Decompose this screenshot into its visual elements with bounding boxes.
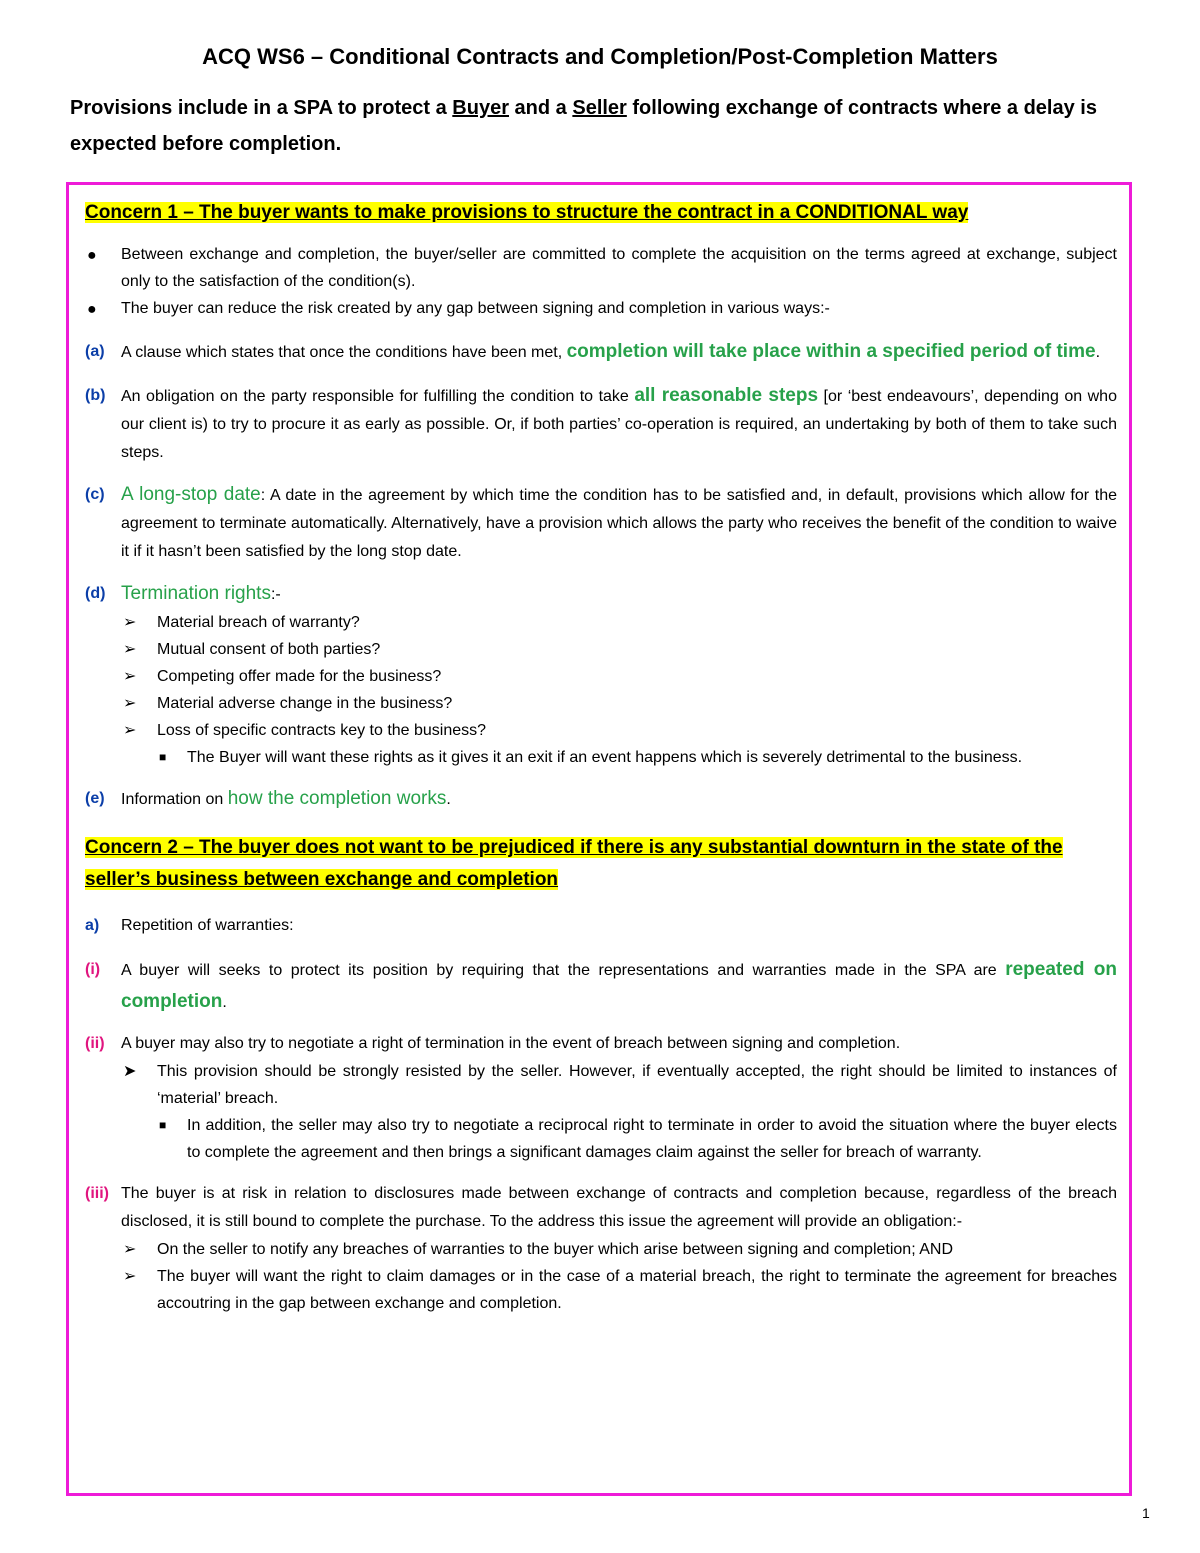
clause-text: :- xyxy=(270,586,281,603)
content-box xyxy=(66,182,1132,1496)
clause-label: (d) xyxy=(85,585,106,602)
clause-highlight: all reasonable steps xyxy=(634,385,819,406)
bullet-text: The buyer can reduce the risk created by any gap between signing and completion in various ways:- xyxy=(121,300,830,317)
bullet-icon: ● xyxy=(87,301,97,318)
intro-paragraph xyxy=(70,90,1120,162)
clause-d xyxy=(85,580,1117,609)
intro-seller: Seller xyxy=(572,97,627,119)
clause-label: (a) xyxy=(85,343,105,360)
clause-2ii xyxy=(85,1030,1117,1058)
termination-note xyxy=(85,744,1117,771)
clause-text: An obligation on the party responsible for fulfilling the condition to take xyxy=(121,388,635,405)
clause-2ii-arrow-item xyxy=(85,1058,1117,1112)
item-text: Loss of specific contracts key to the business? xyxy=(157,722,487,739)
intro-text-2: and a xyxy=(509,97,573,119)
clause-text: . xyxy=(446,791,451,808)
clause-2ii-note xyxy=(85,1112,1117,1166)
concern-1-heading xyxy=(85,197,1117,229)
clause-text: Repetition of warranties: xyxy=(121,917,294,934)
concern-2-heading xyxy=(85,832,1117,896)
clause-text: The buyer is at risk in relation to disclosures made between exchange of contracts and completion because, regardless of the breach disclosed, it is still bound to complete the purchase. To the address this issue the agreement will provide an obligation:- xyxy=(121,1185,1117,1230)
clause-highlight: repeated on completion xyxy=(121,959,1117,1012)
clause-label: a) xyxy=(85,917,100,934)
square-bullet-icon: ■ xyxy=(159,750,167,764)
clause-label: (c) xyxy=(85,486,105,503)
clause-label: (iii) xyxy=(85,1185,109,1202)
clause-a xyxy=(85,336,1117,368)
clause-2iii-item xyxy=(85,1236,1117,1263)
termination-item xyxy=(85,609,1117,636)
clause-text: [or ‘best endeavours’, depending on who our client is) to try to procure it as early as possible. Or, if both parties’ co-operation is required, an undertaking by both of them to take such steps. xyxy=(121,388,1117,461)
clause-label: (i) xyxy=(85,961,101,978)
arrow-icon: ➢ xyxy=(123,722,137,739)
bullet-icon: ● xyxy=(87,247,97,264)
item-text: Mutual consent of both parties? xyxy=(157,641,381,658)
intro-text-1: Provisions include in a SPA to protect a xyxy=(70,97,453,119)
clause-highlight: Termination rights xyxy=(121,583,271,604)
clause-highlight: how the completion works xyxy=(227,788,447,809)
arrow-icon: ➤ xyxy=(123,1063,137,1080)
clause-highlight: A long-stop date xyxy=(121,484,261,505)
item-text: Material adverse change in the business? xyxy=(157,695,453,712)
termination-item xyxy=(85,636,1117,663)
termination-item xyxy=(85,663,1117,690)
termination-item xyxy=(85,690,1117,717)
document-title: ACQ WS6 – Conditional Contracts and Completion/Post-Completion Matters xyxy=(202,44,998,69)
arrow-icon: ➢ xyxy=(123,1268,137,1285)
arrow-icon: ➢ xyxy=(123,614,137,631)
clause-text: A buyer will seeks to protect its position by requiring that the representations and warranties made in the SPA are xyxy=(121,962,1006,979)
note-text: The Buyer will want these rights as it gives it an exit if an event happens which is severely detrimental to the business. xyxy=(187,749,1023,766)
concern-1-bullet xyxy=(85,295,1117,322)
item-text: The buyer will want the right to claim damages or in the case of a material breach, the right to terminate the agreement for breaches accoutring in the gap between exchange and completion. xyxy=(157,1268,1117,1312)
bullet-text: Between exchange and completion, the buyer/seller are committed to complete the acquisition on the terms agreed at exchange, subject only to the satisfaction of the condition(s). xyxy=(121,246,1117,290)
clause-text: . xyxy=(222,994,227,1011)
concern-2-heading-text: Concern 2 – The buyer does not want to be prejudiced if there is any substantial downturn in the state of the seller’s business between exchange and completion xyxy=(85,837,1063,890)
clause-text: : A date in the agreement by which time the condition has to be satisfied and, in default, provisions which allow for the agreement to terminate automatically. Alternatively, have a provision which allows the party who receives the benefit of the condition to waive it if it hasn’t been satisfied by the long stop date. xyxy=(121,487,1117,560)
clause-text: A buyer may also try to negotiate a right of termination in the event of breach between signing and completion. xyxy=(121,1035,901,1052)
concern-1-heading-text: Concern 1 – The buyer wants to make provisions to structure the contract in a CONDITIONAL way xyxy=(85,202,969,223)
clause-label: (ii) xyxy=(85,1035,105,1052)
content-inner xyxy=(85,185,1117,1317)
square-bullet-icon: ■ xyxy=(159,1118,167,1132)
clause-highlight: completion will take place within a specified period of time xyxy=(566,341,1096,362)
clause-2i xyxy=(85,954,1117,1018)
intro-text-3: following exchange of contracts where a delay is expected before completion. xyxy=(70,97,1097,155)
arrow-icon: ➢ xyxy=(123,695,137,712)
item-text: This provision should be strongly resisted by the seller. However, if eventually accepted, the right should be limited to instances of ‘material’ breach. xyxy=(157,1063,1117,1107)
page-number: 1 xyxy=(1142,1505,1150,1521)
clause-2iii xyxy=(85,1180,1117,1236)
clause-2iii-item xyxy=(85,1263,1117,1317)
termination-item xyxy=(85,717,1117,744)
clause-text: A clause which states that once the conditions have been met, xyxy=(121,344,567,361)
item-text: Competing offer made for the business? xyxy=(157,668,442,685)
note-text: In addition, the seller may also try to negotiate a reciprocal right to terminate in order to avoid the situation where the buyer elects to complete the agreement and then brings a significant damages claim against the seller for breach of warranty. xyxy=(187,1117,1117,1161)
clause-e xyxy=(85,785,1117,814)
clause-text: . xyxy=(1095,344,1101,361)
clause-text: Information on xyxy=(121,791,228,808)
clause-label: (b) xyxy=(85,387,106,404)
item-text: On the seller to notify any breaches of warranties to the buyer which arise between signing and completion; AND xyxy=(157,1241,953,1258)
arrow-icon: ➢ xyxy=(123,641,137,658)
clause-label: (e) xyxy=(85,790,105,807)
item-text: Material breach of warranty? xyxy=(157,614,360,631)
clause-b xyxy=(85,382,1117,467)
arrow-icon: ➢ xyxy=(123,1241,137,1258)
intro-buyer: Buyer xyxy=(452,97,509,119)
clause-c xyxy=(85,481,1117,566)
clause-2a xyxy=(85,912,1117,940)
arrow-icon: ➢ xyxy=(123,668,137,685)
concern-1-bullet xyxy=(85,241,1117,295)
